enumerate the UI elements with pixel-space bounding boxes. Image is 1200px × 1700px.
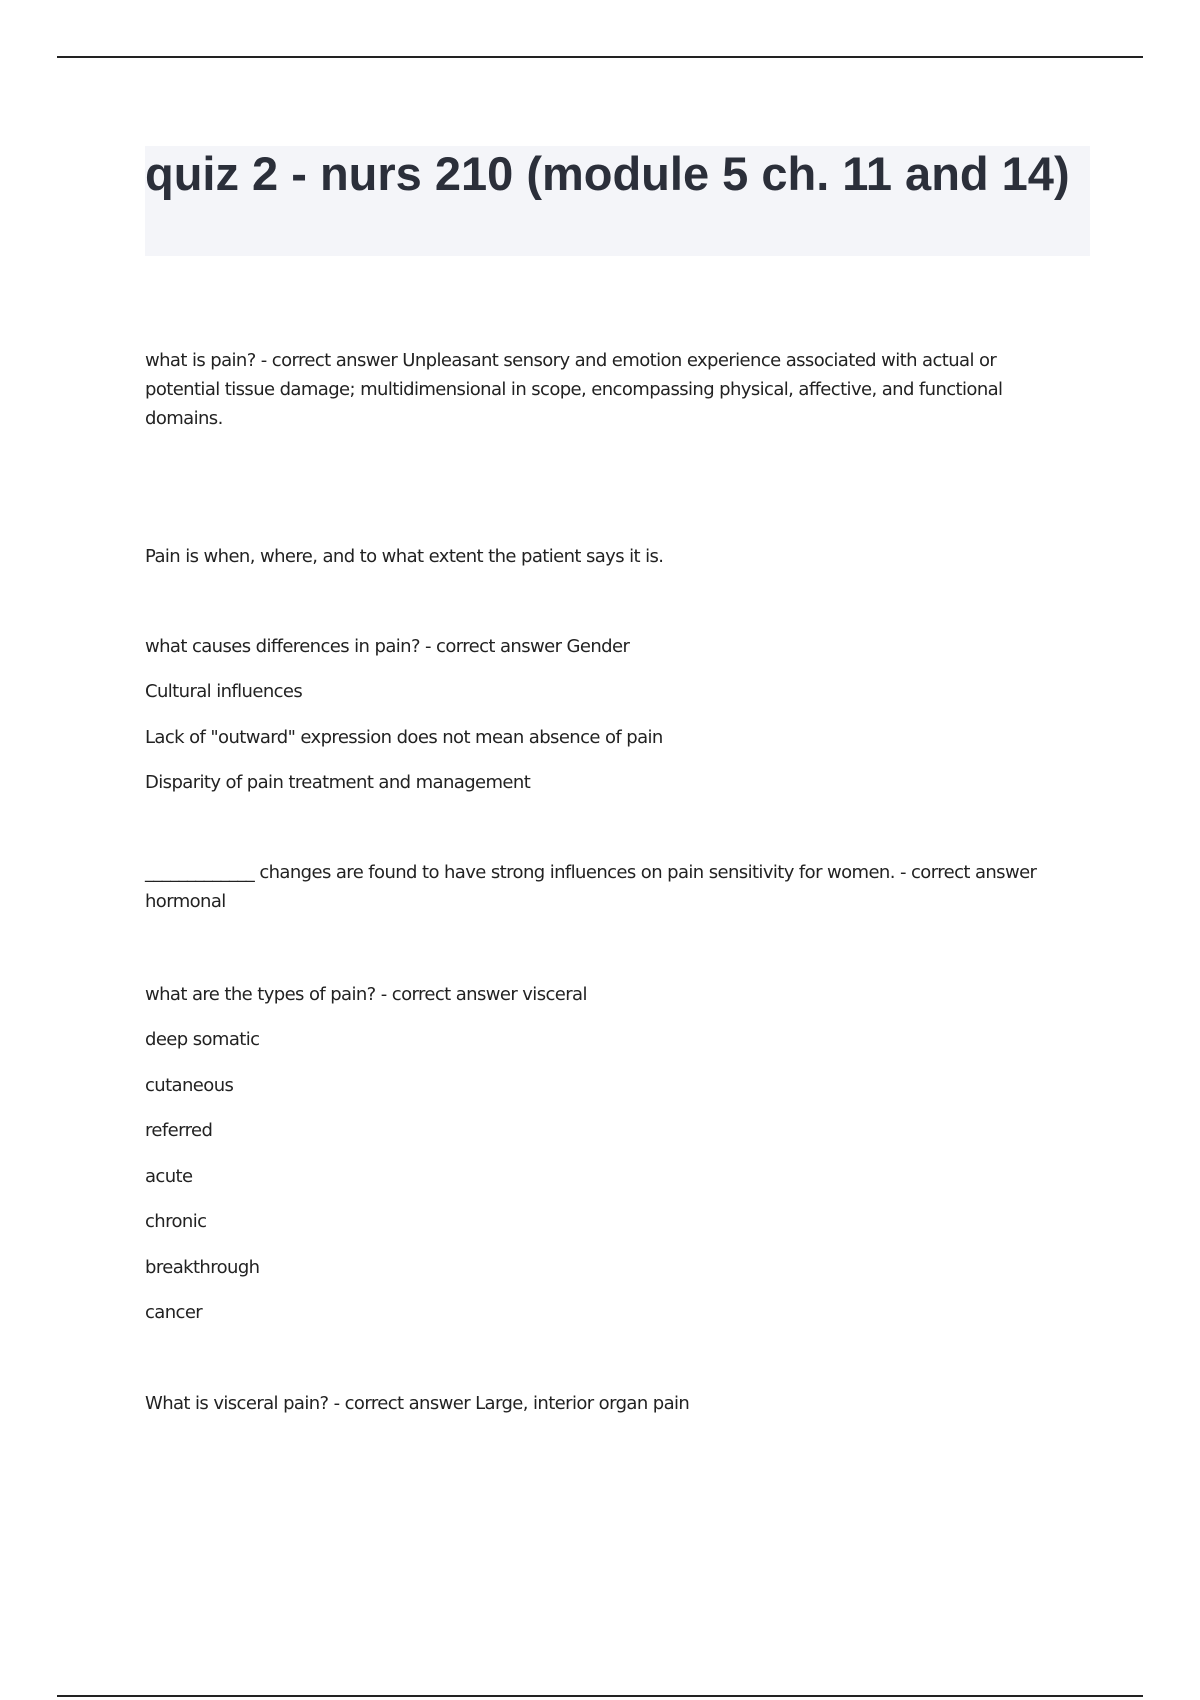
qa-what-is-pain: what is pain? - correct answer Unpleasant sensory and emotion experience associated with actual or potential tissue damage; multidimensional in scope, encompassing physical, affective, and functional domains.	[145, 350, 1003, 429]
list-item: deep somatic	[145, 1029, 260, 1050]
list-item: Lack of "outward" expression does not mean absence of pain	[145, 727, 663, 748]
qa-visceral-pain: What is visceral pain? - correct answer Large, interior organ pain	[145, 1393, 690, 1414]
qa-differences-in-pain: what causes differences in pain? - correct answer Gender	[145, 636, 630, 657]
page-title: quiz 2 - nurs 210 (module 5 ch. 11 and 14)	[145, 147, 1070, 200]
bottom-rule	[57, 1695, 1143, 1697]
list-item: Cultural influences	[145, 681, 303, 702]
pain-definition-statement: Pain is when, where, and to what extent the patient says it is.	[145, 546, 664, 567]
list-item: chronic	[145, 1211, 207, 1232]
list-item: cancer	[145, 1302, 203, 1323]
list-item: breakthrough	[145, 1257, 260, 1278]
qa-types-of-pain: what are the types of pain? - correct answer visceral	[145, 984, 587, 1005]
qa-hormonal-changes: _____________ changes are found to have strong influences on pain sensitivity for women. - correct answer hormonal	[145, 862, 1037, 912]
list-item: cutaneous	[145, 1075, 234, 1096]
list-item: acute	[145, 1166, 193, 1187]
list-item: referred	[145, 1120, 213, 1141]
list-item: Disparity of pain treatment and management	[145, 772, 531, 793]
top-rule	[57, 56, 1143, 58]
